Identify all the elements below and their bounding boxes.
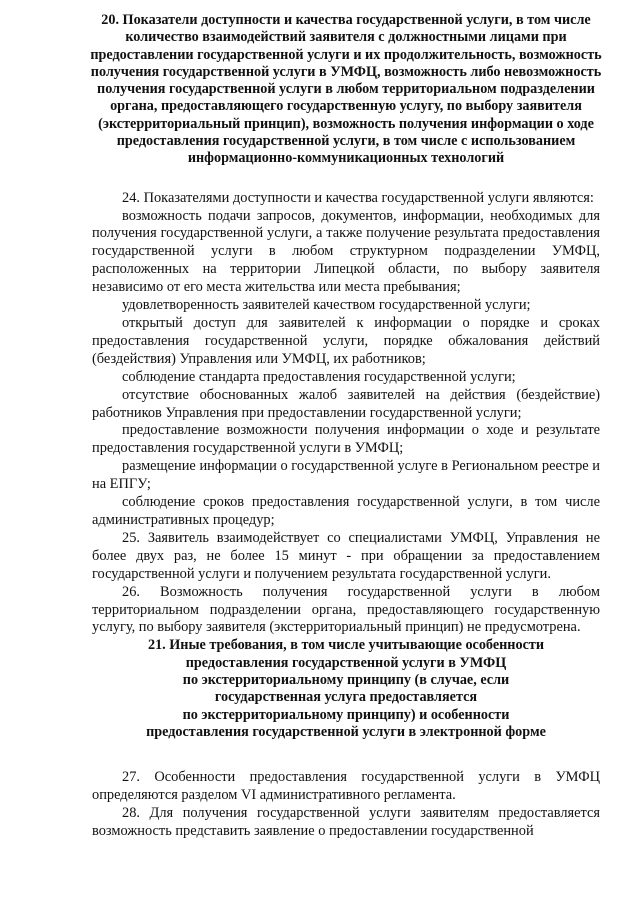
list-item: соблюдение сроков предоставления государственной услуги, в том числе административных процедур; <box>92 494 600 528</box>
list-item: возможность подачи запросов, документов, информации, необходимых для получения государственной услуги, а также получение результата предоставления государственной услуги в любом структурном подразделении УМФЦ, расположенных на территории Липецкой области, по выбору заявителя независимо от его места жительства или места пребывания; <box>92 207 600 296</box>
section-20-body <box>92 190 600 638</box>
section-21-heading <box>92 637 600 741</box>
list-item: соблюдение стандарта предоставления государственной услуги; <box>122 368 516 385</box>
paragraph-27: 27. Особенности предоставления государственной услуги в УМФЦ определяются разделом VI административного регламента. <box>92 769 600 804</box>
heading-line: предоставления государственной услуги в УМФЦ <box>185 654 507 671</box>
paragraph-28: 28. Для получения государственной услуги заявителям предоставляется возможность представить заявление о предоставлении государственной <box>92 804 600 839</box>
heading-line: государственная услуга предоставляется <box>214 689 478 706</box>
list-item: открытый доступ для заявителей к информации о порядке и сроках предоставления государственной услуги, порядке обжалования действий (бездействия) Управления или УМФЦ, их работников; <box>92 315 600 367</box>
list-item: удовлетворенность заявителей качеством государственной услуги; <box>122 297 531 314</box>
list-item: размещение информации о государственной услуге в Региональном реестре и на ЕПГУ; <box>92 458 600 493</box>
paragraph-26: 26. Возможность получения государственной услуги в любом территориальном подразделении органа, предоставляющего государственную услугу, по выбору заявителя (экстерриториальный принцип) не предусмотрена. <box>92 583 600 636</box>
paragraph-25: 25. Заявитель взаимодействует со специалистами УМФЦ, Управления не более двух раз, не более 15 минут - при обращении за предоставлением государственной услуги и получением результата государственной услуги. <box>92 529 600 582</box>
heading-line: по экстерриториальному принципу) и особенности <box>182 706 510 723</box>
section-21-body <box>92 769 600 841</box>
section-20-heading: 20. Показатели доступности и качества государственной услуги, в том числе количество взаимодействий заявителя с должностными лицами при предоставлении государственной услуги и их продолжительность, возможность получения государственной услуги в УМФЦ, возможность либо невозможность получения государственной услуги в любом территориальном подразделении органа, предоставляющего государственную услугу, по выбору заявителя (экстерриториальный принцип), возможность получения информации о ходе предоставления государственной услуги, в том числе с использованием информационно-коммуникационных технологий <box>90 12 602 167</box>
list-item: отсутствие обоснованных жалоб заявителей на действия (бездействие) работников Управления при предоставлении государственной услуги; <box>92 386 600 421</box>
heading-line: предоставления государственной услуги в электронной форме <box>146 723 546 740</box>
list-item: предоставление возможности получения информации о ходе и результате предоставления государственной услуги в УМФЦ; <box>92 422 600 457</box>
paragraph-24: 24. Показателями доступности и качества государственной услуги являются: <box>122 189 594 206</box>
heading-line: 21. Иные требования, в том числе учитывающие особенности <box>147 637 545 654</box>
heading-line: по экстерриториальному принципу (в случае, если <box>182 671 510 688</box>
